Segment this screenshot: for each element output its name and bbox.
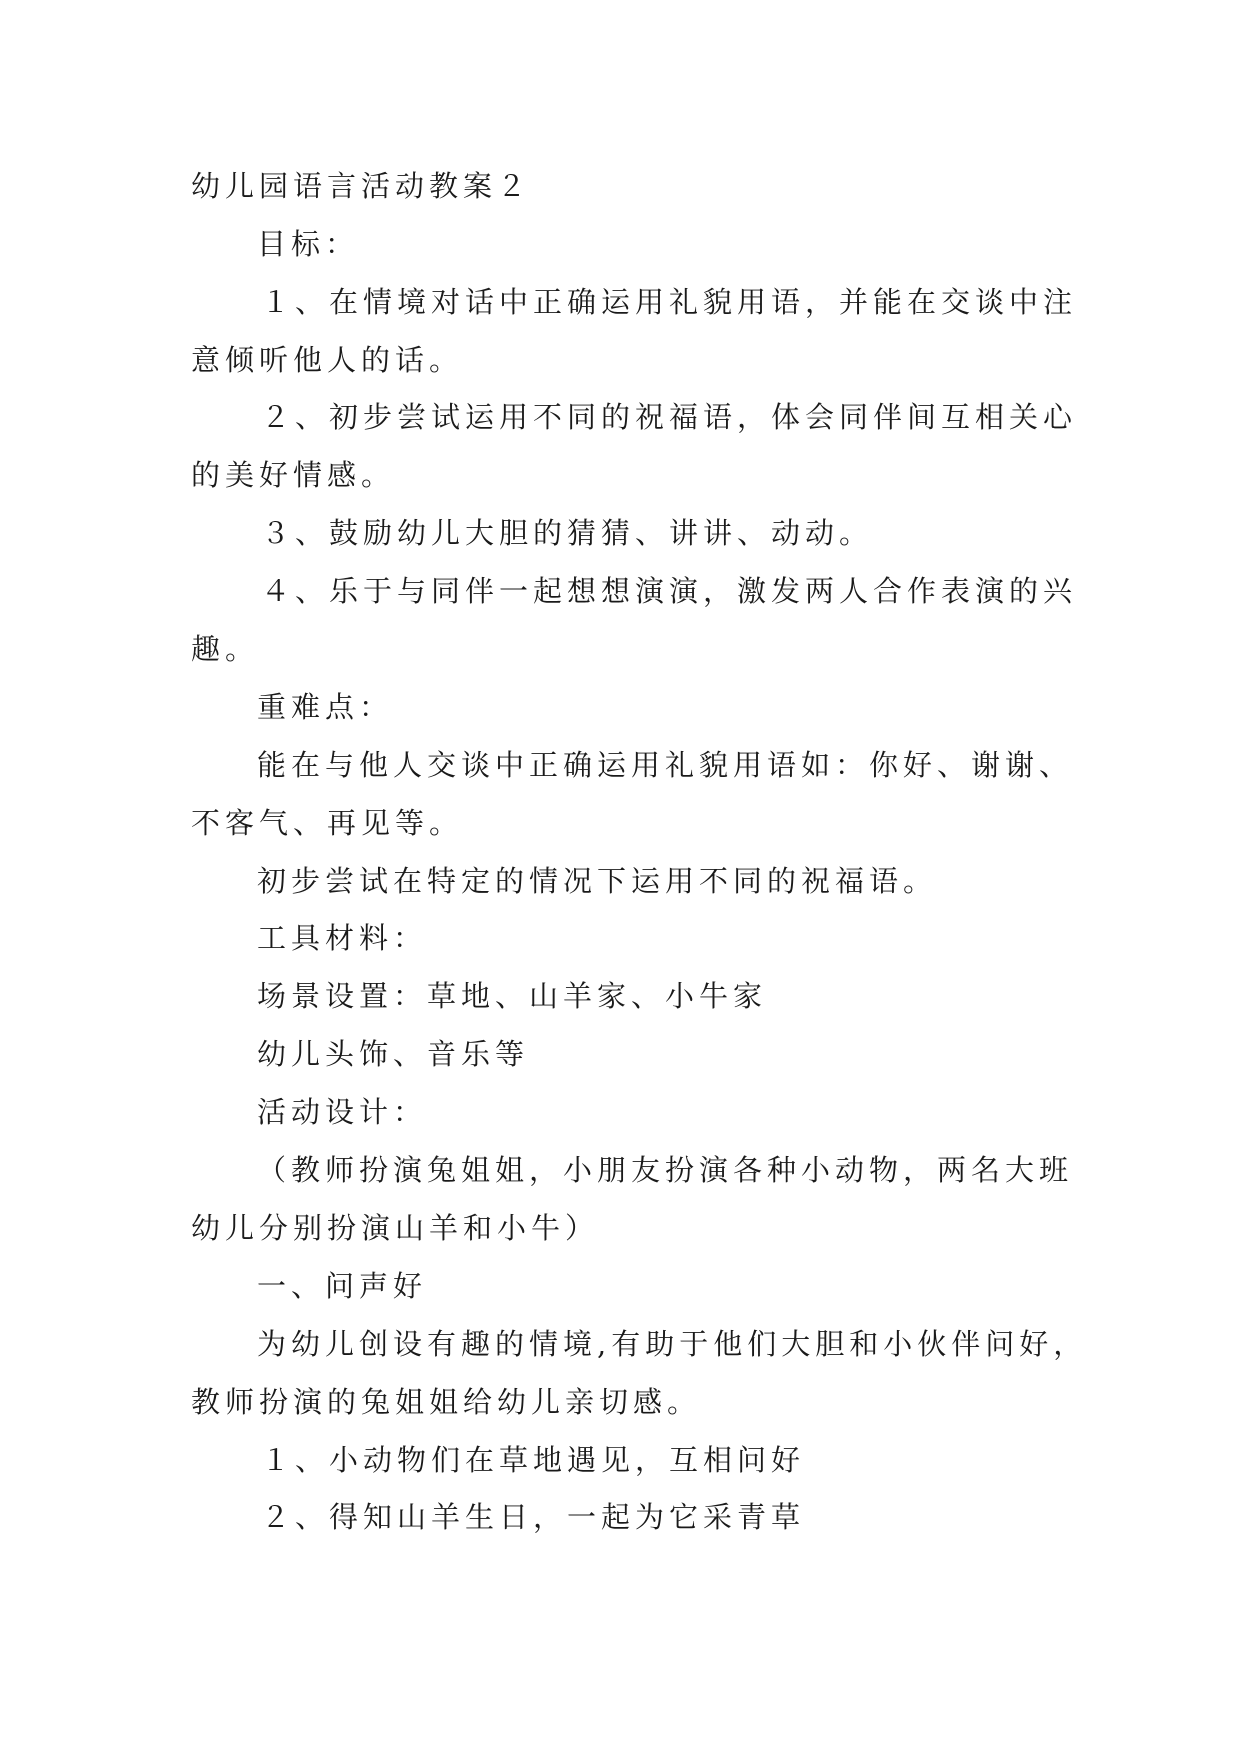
section-heading-goals: 目标： (257, 227, 360, 261)
section-heading-key-points: 重难点： (257, 690, 394, 724)
section-heading-materials: 工具材料： (257, 921, 428, 955)
paragraph-line: １、小动物们在草地遇见，互相问好 (261, 1443, 806, 1477)
paragraph-line: 能在与他人交谈中正确运用礼貌用语如：你好、谢谢、 (257, 748, 1074, 782)
paragraph-line: 不客气、再见等。 (191, 806, 464, 840)
paragraph-line: 幼儿分别扮演山羊和小牛） (191, 1211, 600, 1245)
document-title: 幼儿园语言活动教案２ (191, 169, 532, 203)
paragraph-line: 意倾听他人的话。 (191, 343, 464, 377)
paragraph-line: 初步尝试在特定的情况下运用不同的祝福语。 (257, 864, 938, 898)
paragraph-line: ４、乐于与同伴一起想想演演，激发两人合作表演的兴 (261, 574, 1078, 608)
paragraph-line: ２、初步尝试运用不同的祝福语，体会同伴间互相关心 (261, 400, 1078, 434)
paragraph-line: 场景设置：草地、山羊家、小牛家 (257, 979, 768, 1013)
section-heading-greeting: 一、问声好 (257, 1269, 428, 1303)
paragraph-line: １、在情境对话中正确运用礼貌用语，并能在交谈中注 (261, 285, 1078, 319)
section-heading-activity-design: 活动设计： (257, 1095, 428, 1129)
paragraph-line: 的美好情感。 (191, 458, 396, 492)
paragraph-line: 为幼儿创设有趣的情境,有助于他们大胆和小伙伴问好， (257, 1327, 1088, 1361)
paragraph-line: 幼儿头饰、音乐等 (257, 1037, 530, 1071)
paragraph-line: ２、得知山羊生日，一起为它采青草 (261, 1500, 806, 1534)
paragraph-line: 教师扮演的兔姐姐给幼儿亲切感。 (191, 1385, 702, 1419)
paragraph-line: （教师扮演兔姐姐，小朋友扮演各种小动物，两名大班 (257, 1153, 1074, 1187)
paragraph-line: 趣。 (191, 632, 260, 666)
paragraph-line: ３、鼓励幼儿大胆的猜猜、讲讲、动动。 (261, 516, 874, 550)
